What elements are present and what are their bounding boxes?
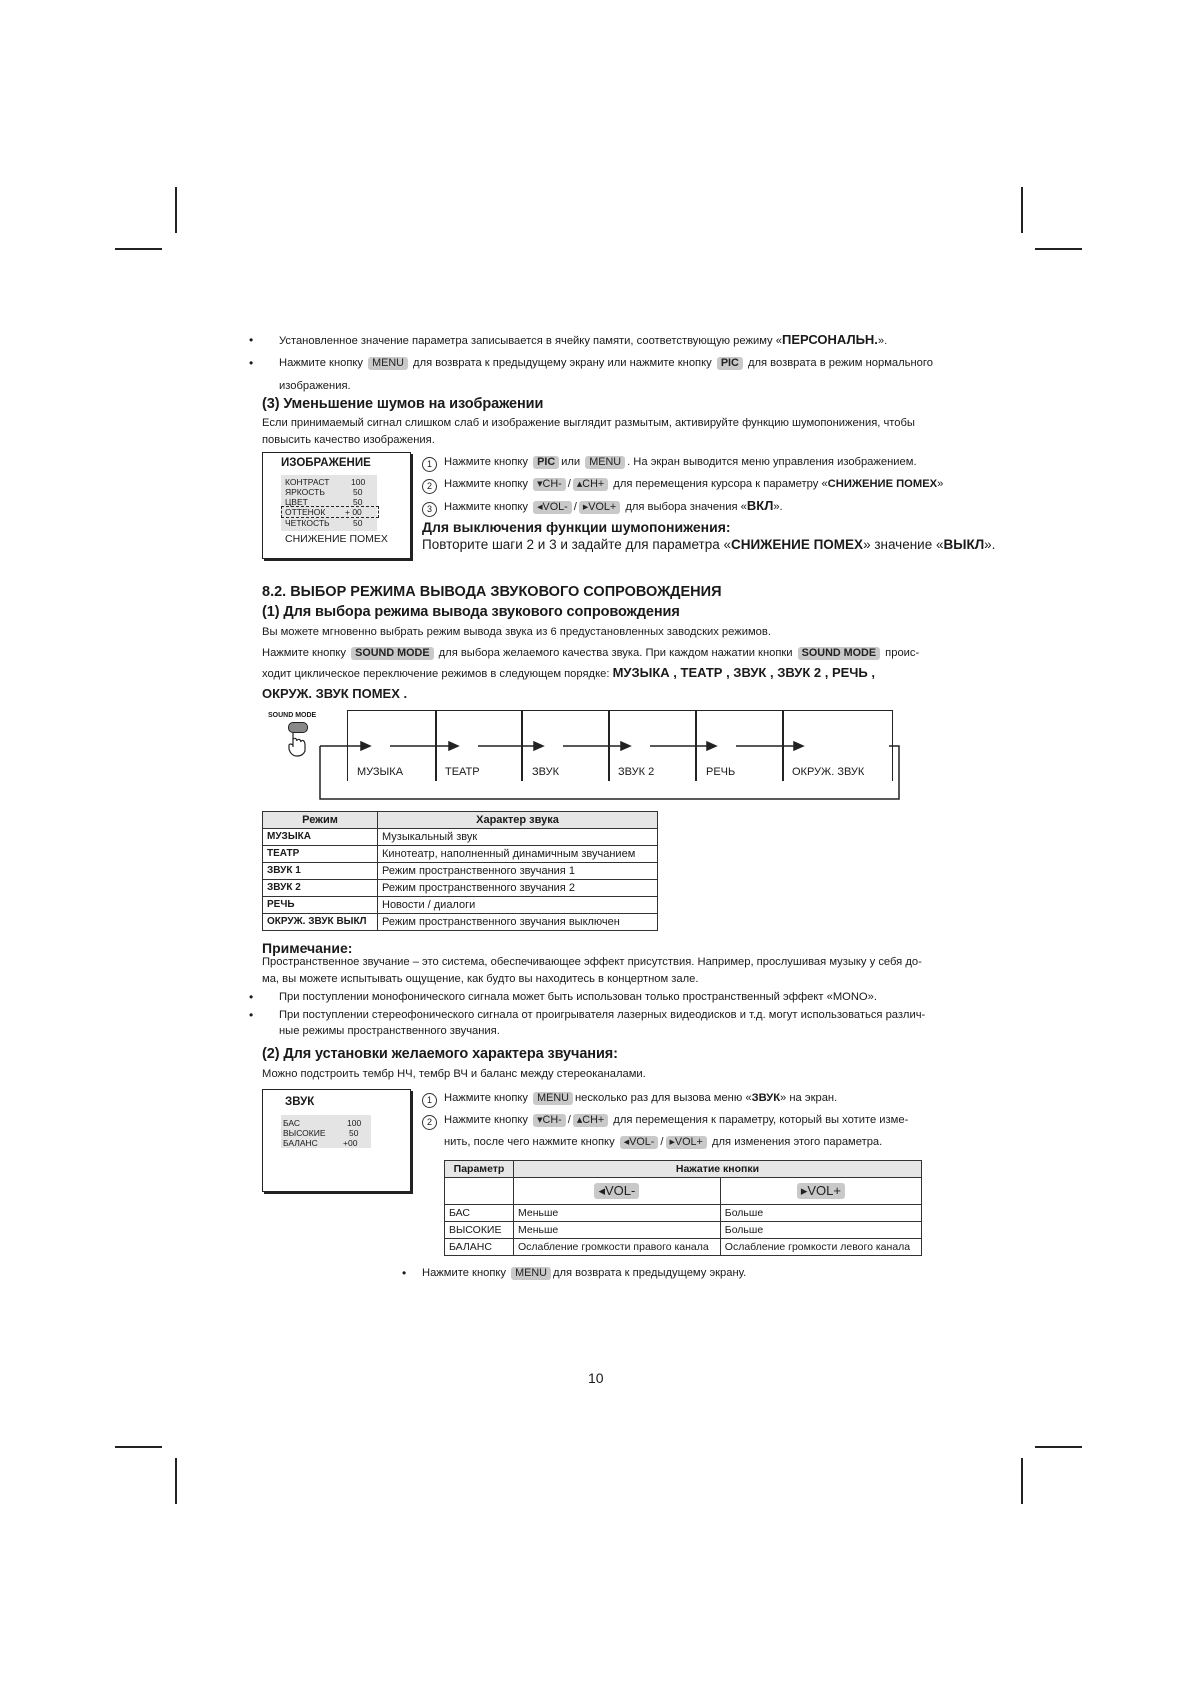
- tone-step-continuation: нить, после чего нажмите кнопку ◂VOL- / ▸VOL+ для изменения этого параметра.: [444, 1136, 883, 1148]
- bullet-continuation: изображения.: [279, 380, 351, 392]
- table-row: РЕЧЬ Новости / диалоги: [263, 897, 658, 914]
- bullet-item: [249, 333, 939, 348]
- flow-label: ЗВУК: [532, 766, 560, 778]
- flow-label: РЕЧЬ: [706, 766, 736, 778]
- note-bullet: • При поступлении стереофонического сигнала от проигрывателя лазерных видеодисков и т.д. могут использоваться различ-: [249, 1008, 926, 1022]
- menu-button[interactable]: MENU: [368, 357, 408, 370]
- osd-title: ИЗОБРАЖЕНИЕ: [281, 457, 371, 469]
- tone-intro: Можно подстроить тембр НЧ, тембр ВЧ и баланс между стереоканалами.: [262, 1068, 646, 1080]
- noise-intro: Если принимаемый сигнал слишком слаб и изображение выглядит размытым, активируйте функцию шумопонижения, чтобы: [262, 417, 915, 429]
- step-number: 1: [422, 457, 437, 472]
- table-header-cell: Характер звука: [378, 812, 658, 829]
- ch-up-button[interactable]: ▴CH+: [573, 478, 608, 491]
- vol-up-button[interactable]: ▸VOL+: [666, 1136, 707, 1149]
- remote-button-label: SOUND MODE: [268, 712, 317, 719]
- ch-down-button[interactable]: ▾CH-: [533, 1114, 566, 1127]
- osd-row: ЦВЕТ: [285, 497, 308, 507]
- note-text: ма, вы можете испытывать ощущение, как будто вы находитесь в концертном зале.: [262, 973, 699, 985]
- osd-row-value: 100: [347, 1118, 362, 1128]
- osd-row-value: 50: [353, 497, 363, 507]
- crop-mark: [175, 187, 177, 233]
- vol-down-button[interactable]: ◂VOL-: [533, 501, 572, 514]
- crop-mark: [175, 1458, 177, 1504]
- step-number: 1: [422, 1093, 437, 1108]
- osd-title: ЗВУК: [285, 1096, 315, 1108]
- note-bullet: • При поступлении монофонического сигнала может быть использован только пространственный эффект «MONO».: [249, 990, 877, 1004]
- bullet-text: ».: [877, 335, 888, 347]
- sound-mode-table: [262, 811, 658, 931]
- tone-step: 2 Нажмите кнопку ▾CH- / ▴CH+ для перемещения к параметру, который вы хотите изме-: [422, 1113, 908, 1130]
- bullet-text: Нажмите кнопку: [279, 357, 364, 369]
- osd-row-value: 50: [349, 1128, 359, 1138]
- pic-button[interactable]: PIC: [533, 456, 559, 469]
- pic-button[interactable]: PIC: [717, 357, 743, 370]
- step-number: 2: [422, 479, 437, 494]
- sound-instruction: ходит циклическое переключение режимов в следующем порядке: МУЗЫКА , ТЕАТР , ЗВУК , ЗВУК 2 , РЕЧЬ ,: [262, 665, 875, 680]
- bullet-text: для возврата в режим нормального: [747, 357, 933, 369]
- noise-step: 2 Нажмите кнопку ▾CH- / ▴CH+ для перемещения курсора к параметру «СНИЖЕНИЕ ПОМЕХ»: [422, 477, 943, 494]
- flow-label: ТЕАТР: [445, 766, 480, 778]
- crop-mark: [1035, 1446, 1082, 1448]
- sound-osd-menu: [262, 1089, 411, 1192]
- sound-mode-button[interactable]: SOUND MODE: [798, 647, 880, 660]
- flow-label: МУЗЫКА: [357, 766, 404, 778]
- menu-button[interactable]: MENU: [511, 1267, 551, 1280]
- page-number: 10: [588, 1370, 604, 1386]
- note-bullet-continuation: ные режимы пространственного звучания.: [279, 1025, 500, 1037]
- osd-row: ЧЕТКОСТЬ: [285, 518, 330, 528]
- osd-last-item: СНИЖЕНИЕ ПОМЕХ: [285, 533, 388, 545]
- sound-instruction: Нажмите кнопку SOUND MODE для выбора желаемого качества звука. При каждом нажатии кнопки SOUND MODE проис-: [262, 647, 920, 659]
- osd-row: ЯРКОСТЬ: [285, 487, 325, 497]
- bullet-icon: •: [249, 356, 254, 370]
- bullet-text: для возврата к предыдущему экрану или нажмите кнопку: [413, 357, 712, 369]
- menu-button[interactable]: MENU: [585, 456, 625, 469]
- crop-mark: [1021, 187, 1023, 233]
- noise-step: 1 Нажмите кнопку PIC или MENU . На экран выводится меню управления изображением.: [422, 455, 917, 472]
- tone-heading: (2) Для установки желаемого характера звучания:: [262, 1046, 618, 1062]
- tone-step: 1 Нажмите кнопку MENU несколько раз для вызова меню «ЗВУК» на экран.: [422, 1091, 837, 1108]
- bullet-item: [249, 356, 939, 370]
- note-text: Пространственное звучание – это система, обеспечивающее эффект присутствия. Например, прослушивая музыку у себя до-: [262, 956, 922, 968]
- osd-row: ВЫСОКИЕ: [283, 1128, 326, 1138]
- table-header-cell: Параметр: [445, 1161, 514, 1178]
- table-row: МУЗЫКА Музыкальный звук: [263, 829, 658, 846]
- noise-intro: повысить качество изображения.: [262, 434, 435, 446]
- osd-row-value: +00: [343, 1138, 358, 1148]
- table-header-cell: Нажатие кнопки: [514, 1161, 922, 1178]
- bullet-bold: ПЕРСОНАЛЬН.: [781, 332, 878, 347]
- table-row: ВЫСОКИЕ Меньше Больше: [445, 1222, 922, 1239]
- flow-label: ЗВУК 2: [618, 766, 655, 778]
- crop-mark: [1021, 1458, 1023, 1504]
- table-row: БАС Меньше Больше: [445, 1205, 922, 1222]
- picture-osd-menu: [262, 452, 411, 559]
- bullet-icon: •: [249, 333, 254, 347]
- vol-down-button: ◂VOL-: [594, 1183, 639, 1199]
- table-header-cell: Режим: [263, 812, 378, 829]
- crop-mark: [115, 1446, 162, 1448]
- menu-button[interactable]: MENU: [533, 1092, 573, 1105]
- section-heading: 8.2. ВЫБОР РЕЖИМА ВЫВОДА ЗВУКОВОГО СОПРОВОЖДЕНИЯ: [262, 584, 722, 600]
- vol-up-button[interactable]: ▸VOL+: [579, 501, 620, 514]
- noise-step: 3 Нажмите кнопку ◂VOL- / ▸VOL+ для выбора значения «ВКЛ».: [422, 499, 783, 517]
- sound-instruction: ОКРУЖ. ЗВУК ПОМЕХ .: [262, 686, 408, 701]
- vol-down-button[interactable]: ◂VOL-: [620, 1136, 659, 1149]
- table-subheader: [445, 1178, 922, 1205]
- table-header: [445, 1161, 922, 1178]
- table-row: БАЛАНС Ослабление громкости правого канала Ослабление громкости левого канала: [445, 1239, 922, 1256]
- table-row: ОКРУЖ. ЗВУК ВЫКЛ Режим пространственного звучания выключен: [263, 914, 658, 931]
- tone-parameter-table: [444, 1160, 922, 1256]
- osd-row-value: + 00: [345, 507, 362, 517]
- noise-off-heading: Для выключения функции шумопонижения:: [422, 519, 731, 535]
- noise-off-text: Повторите шаги 2 и 3 и задайте для параметра «СНИЖЕНИЕ ПОМЕХ» значение «ВЫКЛ».: [422, 537, 996, 552]
- osd-row-value: 50: [353, 518, 363, 528]
- noise-heading: (3) Уменьшение шумов на изображении: [262, 396, 544, 412]
- osd-row-value: 100: [351, 477, 366, 487]
- flow-label: ОКРУЖ. ЗВУК: [792, 766, 865, 778]
- osd-row-value: 50: [353, 487, 363, 497]
- note-heading: Примечание:: [262, 940, 353, 956]
- crop-mark: [115, 248, 162, 250]
- osd-row: БАЛАНС: [283, 1138, 318, 1148]
- crop-mark: [1035, 248, 1082, 250]
- table-row: ЗВУК 2 Режим пространственного звучания 2: [263, 880, 658, 897]
- final-bullet: • Нажмите кнопку MENU для возврата к предыдущему экрану.: [402, 1266, 747, 1280]
- sound-mode-button[interactable]: SOUND MODE: [351, 647, 433, 660]
- step-number: 2: [422, 1115, 437, 1130]
- bullet-text: Установленное значение параметра записывается в ячейку памяти, соответствующую режиму «: [279, 335, 782, 347]
- sound-intro: Вы можете мгновенно выбрать режим вывода звука из 6 предустановленных заводских режимов.: [262, 626, 771, 638]
- osd-row: ОТТЕНОК: [285, 507, 326, 517]
- table-header: [263, 812, 658, 829]
- ch-down-button[interactable]: ▾CH-: [533, 478, 566, 491]
- osd-row: БАС: [283, 1118, 301, 1128]
- ch-up-button[interactable]: ▴CH+: [573, 1114, 608, 1127]
- table-row: ТЕАТР Кинотеатр, наполненный динамичным звучанием: [263, 846, 658, 863]
- step-number: 3: [422, 502, 437, 517]
- table-row: ЗВУК 1 Режим пространственного звучания 1: [263, 863, 658, 880]
- sound-mode-heading: (1) Для выбора режима вывода звукового сопровождения: [262, 604, 680, 620]
- vol-up-button: ▸VOL+: [797, 1183, 845, 1199]
- osd-row: КОНТРАСТ: [285, 477, 330, 487]
